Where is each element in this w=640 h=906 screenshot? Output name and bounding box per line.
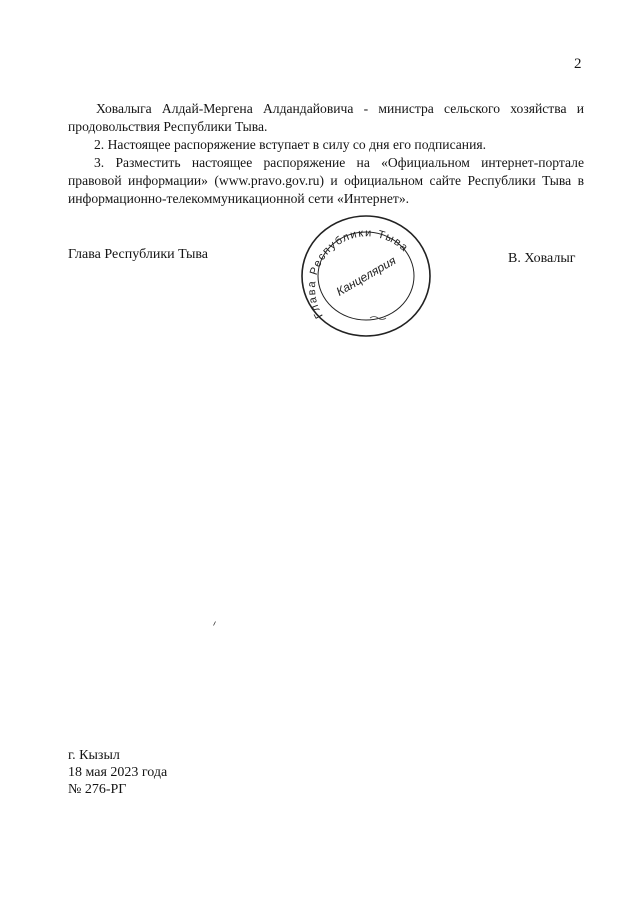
- paragraph-appointee: Ховалыга Алдай-Мергена Алдандайовича - министра сельского хозяйства и продовольствия Республики Тыва.: [68, 101, 584, 134]
- paragraph-effective-date: 2. Настоящее распоряжение вступает в силу со дня его подписания.: [94, 137, 487, 152]
- stamp-center-text: Канцелярия: [333, 253, 399, 299]
- stray-pen-mark: [213, 621, 216, 626]
- stamp-ring-text: Глава Республики Тыва: [305, 227, 412, 321]
- footer-document-number: № 276-РГ: [68, 782, 127, 797]
- signatory-name: В. Ховалыг: [508, 251, 576, 266]
- footer-date: 18 мая 2023 года: [68, 765, 168, 780]
- footer-city: г. Кызыл: [68, 748, 120, 763]
- page-number: 2: [574, 56, 582, 72]
- document-body: [68, 100, 584, 208]
- paragraph-publication: 3. Разместить настоящее распоряжение на «Официальном интернет-портале правовой информации» (www.pravo.gov.ru) и официальном сайте Республики Тыва в информационно-телекоммуникационной сети «Интернет».: [68, 155, 584, 206]
- signatory-title: Глава Республики Тыва: [68, 247, 209, 262]
- document-footer: [68, 747, 167, 798]
- official-stamp: [298, 212, 434, 340]
